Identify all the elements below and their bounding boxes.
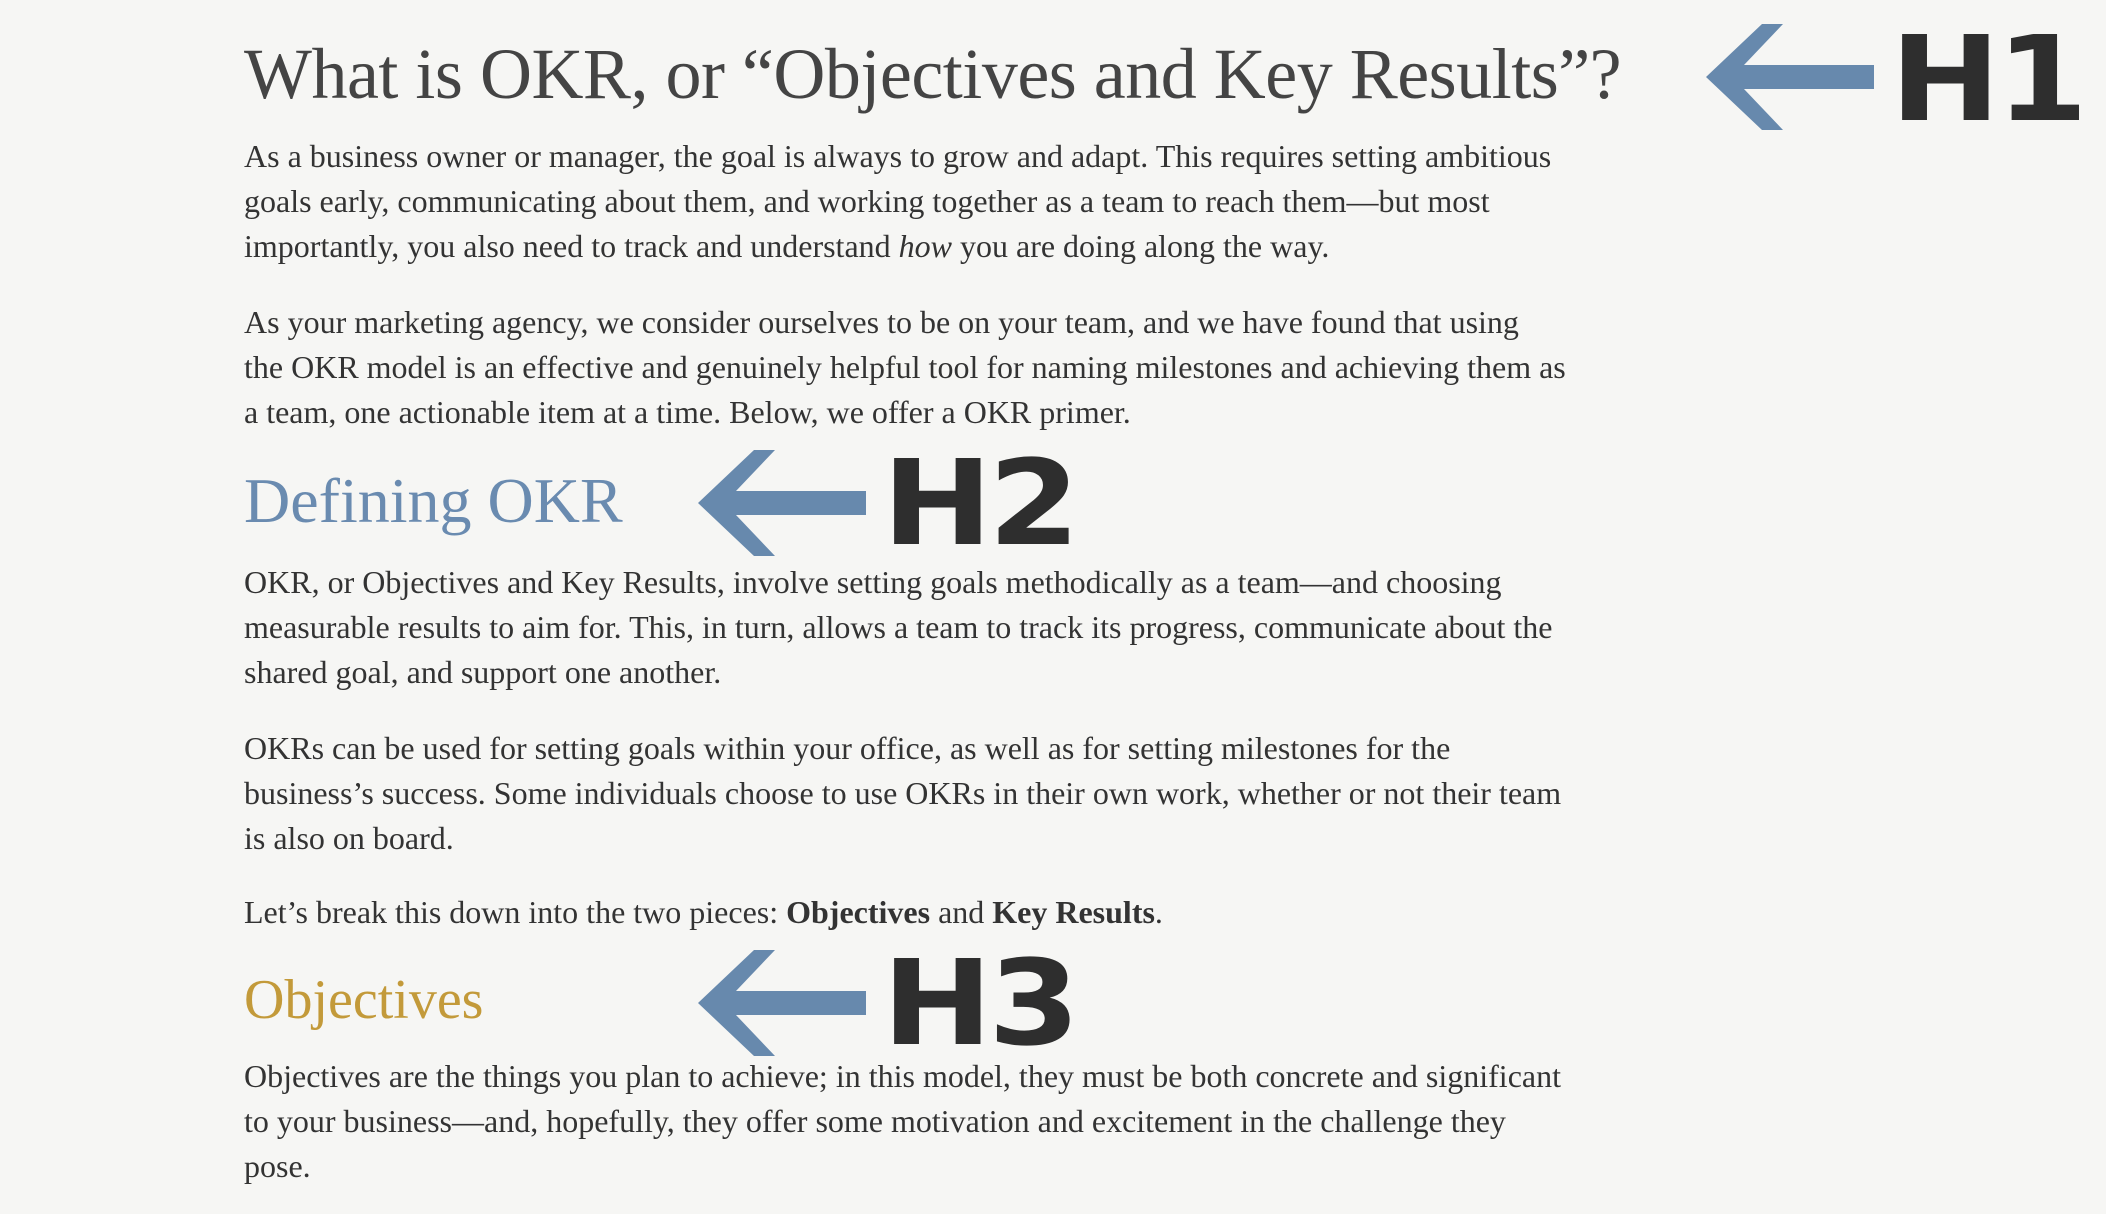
paragraph-line xyxy=(244,890,1684,935)
paragraph-line: goals early, communicating about them, and working together as a team to reach them—but most xyxy=(244,183,1490,219)
paragraph-intro xyxy=(244,134,1684,269)
paragraph-line: to your business—and, hopefully, they offer some motivation and excitement in the challenge they xyxy=(244,1103,1506,1139)
paragraph-objectives xyxy=(244,1054,1684,1189)
paragraph-line: the OKR model is an effective and genuinely helpful tool for naming milestones and achieving them as xyxy=(244,349,1566,385)
paragraph-breakdown xyxy=(244,890,1684,935)
text-run: importantly, you also need to track and understand xyxy=(244,228,899,264)
left-arrow-icon xyxy=(698,950,866,1056)
left-arrow-icon xyxy=(698,450,866,556)
paragraph-line: shared goal, and support one another. xyxy=(244,654,722,690)
h3-annotation-label: H3 xyxy=(882,934,1076,1072)
paragraph-line: measurable results to aim for. This, in turn, allows a team to track its progress, communicate about the xyxy=(244,609,1553,645)
paragraph-line: As your marketing agency, we consider ourselves to be on your team, and we have found that using xyxy=(244,304,1519,340)
h2-annotation-label: H2 xyxy=(882,434,1076,572)
emphasis-text: how xyxy=(898,228,952,264)
paragraph-line: OKR, or Objectives and Key Results, involve setting goals methodically as a team—and choosing xyxy=(244,564,1502,600)
paragraph-line: Objectives are the things you plan to achieve; in this model, they must be both concrete and significant xyxy=(244,1058,1561,1094)
page-title-h1: What is OKR, or “Objectives and Key Results”? xyxy=(244,34,1622,114)
bold-text-objectives: Objectives xyxy=(786,894,931,930)
text-run: and xyxy=(930,894,993,930)
bold-text-key-results: Key Results xyxy=(992,894,1155,930)
section-heading-h2: Defining OKR xyxy=(244,465,623,536)
paragraph-line: is also on board. xyxy=(244,820,454,856)
text-run: . xyxy=(1154,894,1163,930)
h1-annotation-label: H1 xyxy=(1890,10,2084,148)
paragraph-usage xyxy=(244,726,1684,861)
paragraph-line: As a business owner or manager, the goal is always to grow and adapt. This requires setting ambitious xyxy=(244,138,1552,174)
paragraph-line xyxy=(244,224,1684,269)
paragraph-line: OKRs can be used for setting goals within your office, as well as for setting milestones for the xyxy=(244,730,1451,766)
text-run: you are doing along the way. xyxy=(951,228,1330,264)
paragraph-line: a team, one actionable item at a time. Below, we offer a OKR primer. xyxy=(244,394,1131,430)
paragraph-line: business’s success. Some individuals choose to use OKRs in their own work, whether or not their team xyxy=(244,775,1562,811)
paragraph-line: pose. xyxy=(244,1148,311,1184)
text-run: Let’s break this down into the two pieces: xyxy=(244,894,787,930)
paragraph-agency xyxy=(244,300,1684,435)
section-heading-h3: Objectives xyxy=(244,969,484,1031)
paragraph-defining xyxy=(244,560,1684,695)
left-arrow-icon xyxy=(1706,24,1874,130)
